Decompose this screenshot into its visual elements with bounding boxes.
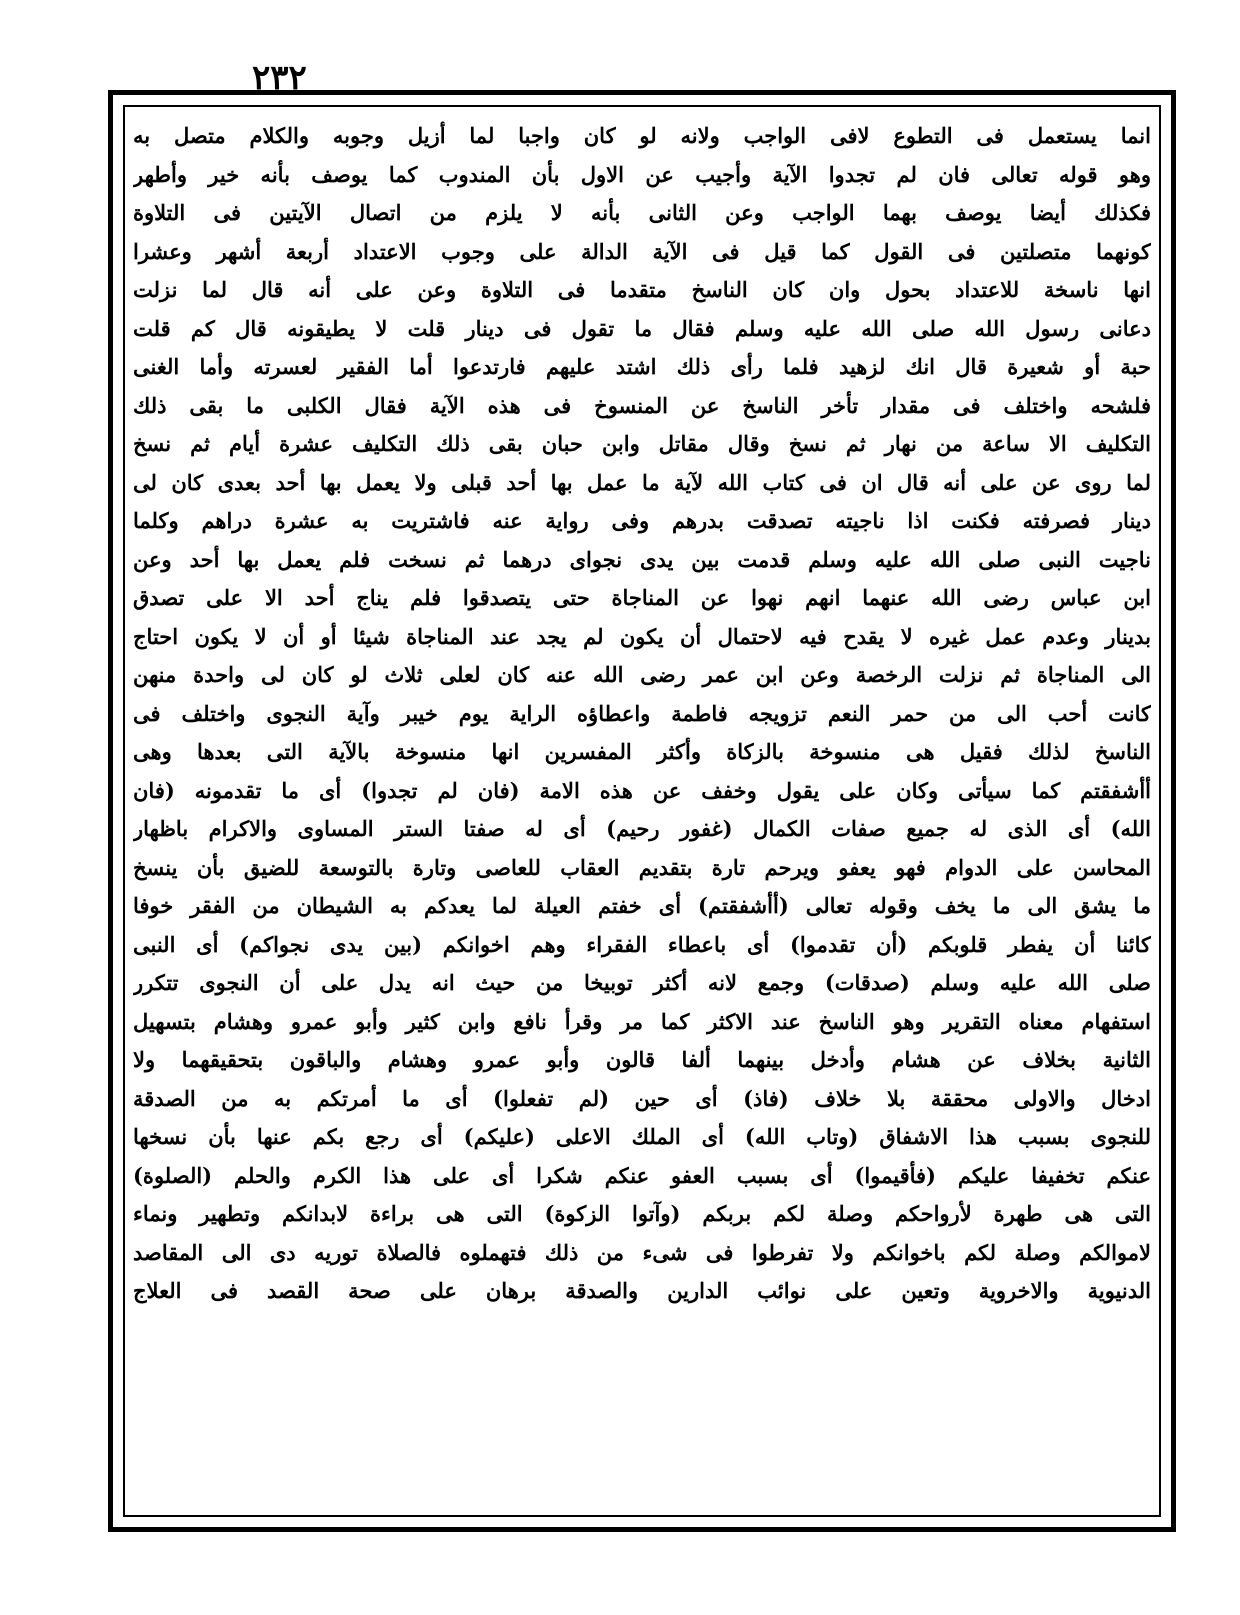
text-line: أأشفقتم كما سيأتى وكان على يقول وخفف عن هذه الامة (فان لم تجدوا) أى ما تقدمونه (فان (133, 777, 1151, 803)
text-line: المحاسن على الدوام فهو يعفو ويرحم تارة بتقديم العقاب للعاصى وتارة بالتوسعة للضيق بأن ينسخ (133, 854, 1151, 880)
text-line: كانت أحب الى من حمر النعم تزويجه فاطمة واعطاؤه الراية يوم خيبر وآية النجوى واختلف فى (133, 700, 1151, 726)
text-line: الى المناجاة ثم نزلت الرخصة وعن ابن عمر رضى الله عنه كان لعلى ثلاث لو كان لى واحدة منهن (133, 662, 1151, 687)
text-line: فكذلك أيضا يوصف بهما الواجب وعن الثانى بأنه لا يلزم من اتصال الآيتين فى التلاوة (133, 200, 1151, 225)
text-line: حبة أو شعيرة قال انك لزهيد فلما رأى ذلك اشتد عليهم فارتدعوا أما الفقير لعسرته وأما الغنى (133, 354, 1151, 379)
text-line: لما روى عن على أنه قال ان فى كتاب الله لآية ما عمل بها أحد قبلى ولا يعمل بها أحد بعدى كان لى (133, 469, 1151, 495)
text-line: لاموالكم وصلة لكم باخوانكم ولا تفرطوا فى شىء من ذلك فتهملوه فالصلاة توريه دى الى المقاصد (133, 1239, 1151, 1265)
text-line: انما يستعمل فى التطوع لافى الواجب ولانه لو كان واجبا لما أزيل وجوبه والكلام متصل به (133, 123, 1151, 148)
text-line: بدينار وعدم عمل غيره لا يقدح فيه لاحتمال أن يكون لم يجد عند المناجاة شيئا أو أن لا يكون احتاج (133, 623, 1151, 649)
text-line: عنكم تخفيفا عليكم (فأقيموا) أى بسبب العفو عنكم شكرا أى على هذا الكرم والحلم (الصلوة) (133, 1162, 1151, 1188)
text-line: الناسخ لذلك فقيل هى منسوخة بالزكاة وأكثر المفسرين انها منسوخة بالآية التى بعدها وهى (133, 739, 1151, 764)
text-line: فلشحه واختلف فى مقدار تأخر الناسخ عن المنسوخ فى هذه الآية فقال الكلبى ما بقى ذلك (133, 392, 1151, 418)
text-line: دينار فصرفته فكنت اذا ناجيته تصدقت بدرهم وفى رواية عنه فاشتريت به عشرة دراهم وكلما (133, 508, 1151, 533)
text-line: كائنا أن يفطر قلوبكم (أن تقدموا) أى باعطاء الفقراء وهم اخوانكم (بين يدى نجواكم) أى النبى (133, 931, 1151, 957)
body-text (133, 117, 1151, 1311)
text-line: ناجيت النبى صلى الله عليه وسلم قدمت بين يدى نجواى درهما ثم نسخت فلم يعمل بها أحد وعن (133, 546, 1151, 572)
text-line: ما يشق الى ما يخف وقوله تعالى (أأشفقتم) أى خفتم العيلة لما يعدكم به الشيطان من الفقر خوفا (133, 893, 1151, 918)
text-line: التى هى طهرة لأرواحكم وصلة لكم بربكم (وآتوا الزكوة) التى هى براءة لابدانكم وتطهير ونماء (133, 1201, 1151, 1226)
text-line: للنجوى بسبب هذا الاشفاق (وتاب الله) أى الملك الاعلى (عليكم) أى رجع بكم عنها بأن نسخها (133, 1124, 1151, 1149)
text-line: الدنيوية والاخروية وتعين على نوائب الدارين والصدقة برهان على صحة القصد فى العلاج (133, 1278, 1151, 1303)
page-frame (108, 90, 1176, 1532)
text-line: انها ناسخة للاعتداد بحول وان كان الناسخ متقدما فى التلاوة وعن على أنه قال لما نزلت (133, 277, 1151, 302)
text-line: الله) أى الذى له جميع صفات الكمال (غفور رحيم) أى له صفتا الستر المساوى والاكرام باظهار (133, 816, 1151, 841)
text-line: ادخال والاولى محققة بلا خلاف (فاذ) أى حين (لم تفعلوا) أى ما أمرتكم به من الصدقة (133, 1085, 1151, 1111)
text-line: دعانى رسول الله صلى الله عليه وسلم فقال ما تقول فى دينار قلت لا يطيقونه قال كم قلت (133, 315, 1151, 341)
text-line: التكليف الا ساعة من نهار ثم نسخ وقال مقاتل وابن حبان بقى ذلك التكليف عشرة أيام ثم نسخ (133, 431, 1151, 456)
text-line: استفهام معناه التقرير وهو الناسخ عند الاكثر كما مر وقرأ نافع وابن كثير وأبو عمرو وهشام بتسهيل (133, 1008, 1151, 1034)
text-line: الثانية بخلاف عن هشام وأدخل بينهما ألفا قالون وأبو عمرو وهشام والباقون بتحقيقهما ولا (133, 1047, 1151, 1072)
text-line: صلى الله عليه وسلم (صدقات) وجمع لانه أكثر توبيخا من حيث انه يدل على أن النجوى تتكرر (133, 970, 1151, 995)
text-frame (123, 105, 1161, 1517)
text-line: وهو قوله تعالى فان لم تجدوا الآية وأجيب عن الاول بأن المندوب كما يوصف بأنه خير وأطهر (133, 161, 1151, 187)
page-number: ٢٣٢ (252, 58, 307, 98)
text-line: ابن عباس رضى الله عنهما انهم نهوا عن المناجاة حتى يتصدقوا فلم يناج أحد الا على تصدق (133, 585, 1151, 610)
text-line: كونهما متصلتين فى القول كما قيل فى الآية الدالة على وجوب الاعتداد أربعة أشهر وعشرا (133, 238, 1151, 264)
